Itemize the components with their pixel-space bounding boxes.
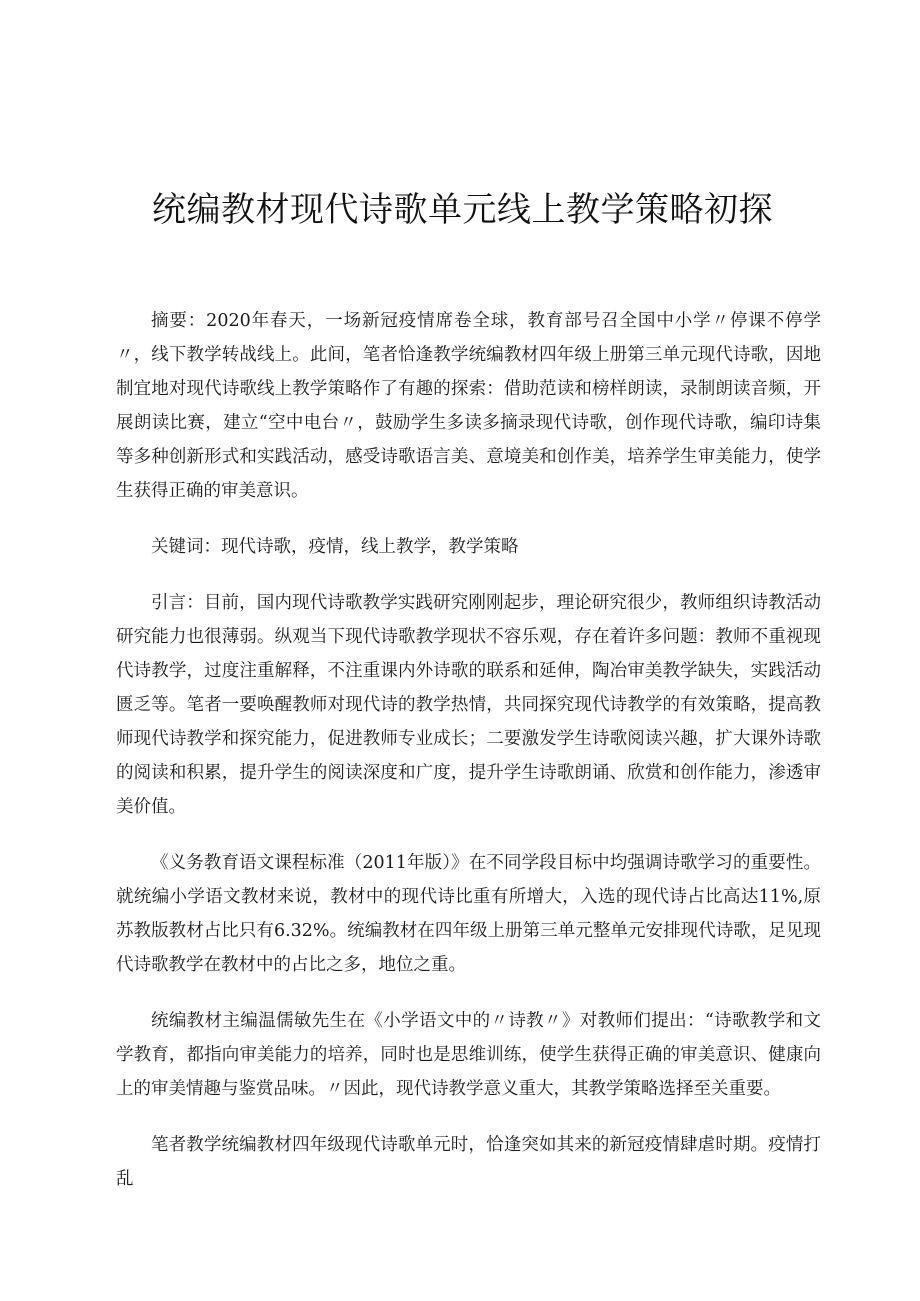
curriculum-standard-paragraph: 《义务教育语文课程标准（2011年版）》在不同学段目标中均强调诗歌学习的重要性。就统编小学语文教材来说，教材中的现代诗比重有所增大，入选的现代诗占比高达11%,原苏教版教材占比只有6.32%。统编教材在四年级上册第三单元整单元安排现代诗歌，足见现代诗歌教学在教材中的占比之多，地位之重。: [116, 853, 821, 975]
document-title: 统编教材现代诗歌单元线上教学策略初探: [152, 189, 773, 230]
editor-quote-paragraph: 统编教材主编温儒敏先生在《小学语文中的〃诗教〃》对教师们提出：“诗歌教学和文学教育，都指向审美能力的培养，同时也是思维训练，使学生获得正确的审美意识、健康向上的审美情趣与鉴赏品味。〃因此，现代诗教学意义重大，其教学策略选择至关重要。: [116, 1011, 821, 1099]
context-paragraph: 笔者教学统编教材四年级现代诗歌单元时，恰逢突如其来的新冠疫情肆虐时期。疫情打乱: [116, 1135, 821, 1189]
introduction-paragraph: 引言：目前，国内现代诗歌教学实践研究刚刚起步，理论研究很少，教师组织诗教活动研究能力也很薄弱。纵观当下现代诗歌教学现状不容乐观，存在着许多问题：教师不重视现代诗教学，过度注重解释，不注重课内外诗歌的联系和延伸，陶冶审美教学缺失，实践活动匮乏等。笔者一要唤醒教师对现代诗的教学热情，共同探究现代诗教学的有效策略，提高教师现代诗教学和探究能力，促进教师专业成长；二要激发学生诗歌阅读兴趣，扩大课外诗歌的阅读和积累，提升学生的阅读深度和广度，提升学生诗歌朗诵、欣赏和创作能力，渗透审美价值。: [116, 593, 821, 817]
keywords-paragraph: 关键词：现代诗歌，疫情，线上教学，教学策略: [151, 537, 519, 557]
document-body: [116, 304, 821, 1218]
abstract-paragraph: 摘要：2020年春天，一场新冠疫情席卷全球，教育部号召全国中小学〃停课不停学〃，线下教学转战线上。此间，笔者恰逢教学统编教材四年级上册第三单元现代诗歌，因地制宜地对现代诗歌线上教学策略作了有趣的探索：借助范读和榜样朗读，录制朗读音频，开展朗读比赛，建立“空中电台〃，鼓励学生多读多摘录现代诗歌，创作现代诗歌，编印诗集等多种创新形式和实践活动，感受诗歌语言美、意境美和创作美，培养学生审美能力，使学生获得正确的审美意识。: [116, 311, 821, 501]
